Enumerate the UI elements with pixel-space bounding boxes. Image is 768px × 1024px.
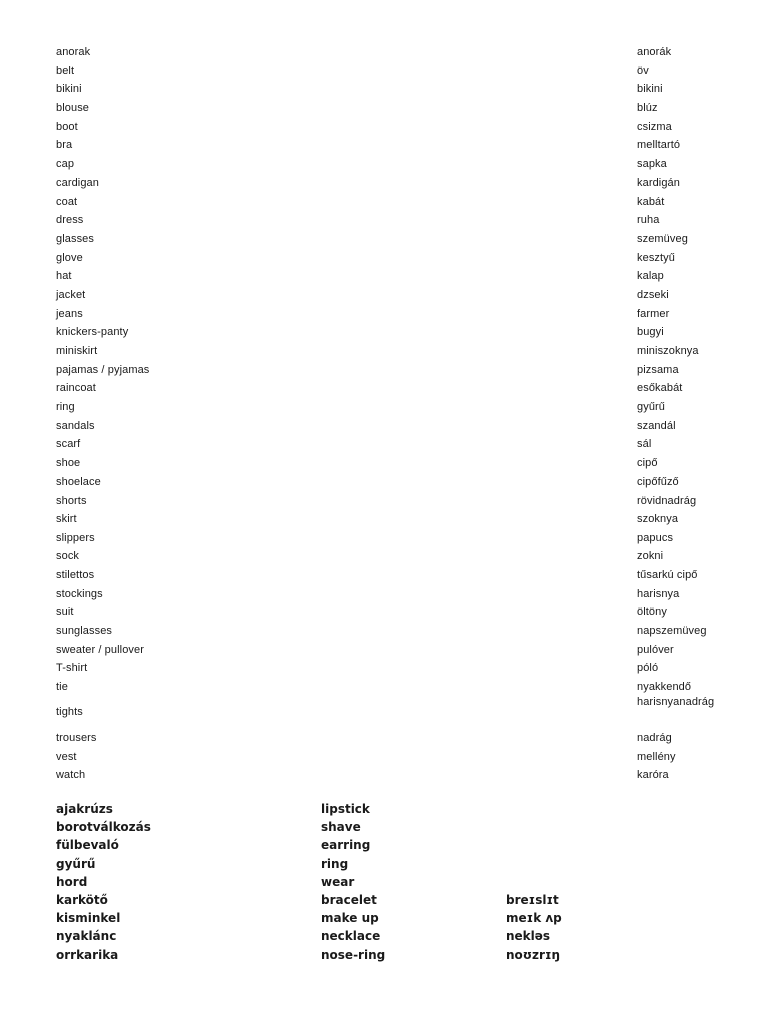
vocab-row — [0, 417, 768, 435]
vocab-row — [0, 566, 768, 584]
hungarian-term: gyűrű — [637, 401, 666, 413]
vocab-row — [0, 454, 768, 472]
hungarian-term: csizma — [637, 121, 672, 133]
hungarian-term: esőkabát — [637, 382, 683, 394]
english-word: wear — [321, 875, 355, 889]
english-term: sweater / pullover — [56, 644, 145, 656]
accessory-row — [0, 818, 768, 836]
phonetic-transcription: nekləs — [506, 929, 551, 943]
vocab-row — [0, 342, 768, 360]
hungarian-term: szemüveg — [637, 233, 688, 245]
hungarian-term: mellény — [637, 751, 676, 763]
hungarian-term: napszemüveg — [637, 625, 707, 637]
hungarian-word: karkötő — [56, 893, 108, 907]
accessory-row — [0, 836, 768, 854]
english-word: bracelet — [321, 893, 377, 907]
vocab-row — [0, 398, 768, 416]
vocab-row — [0, 379, 768, 397]
vocab-row — [0, 323, 768, 341]
english-term: dress — [56, 214, 84, 226]
hungarian-word: hord — [56, 875, 88, 889]
english-term: suit — [56, 606, 74, 618]
english-term: miniskirt — [56, 345, 98, 357]
vocab-row — [0, 473, 768, 491]
accessory-row — [0, 909, 768, 927]
english-term: cap — [56, 158, 75, 170]
vocab-row — [0, 492, 768, 510]
vocab-row — [0, 585, 768, 603]
hungarian-term: karóra — [637, 769, 669, 781]
hungarian-term: melltartó — [637, 139, 681, 151]
english-word: shave — [321, 820, 361, 834]
hungarian-term: szoknya — [637, 513, 679, 525]
hungarian-term: kardigán — [637, 177, 680, 189]
vocab-row — [0, 62, 768, 80]
hungarian-term: kalap — [637, 270, 664, 282]
english-term: ring — [56, 401, 75, 413]
vocab-row — [0, 641, 768, 659]
english-term: watch — [56, 769, 86, 781]
hungarian-term: anorák — [637, 46, 672, 58]
hungarian-term: dzseki — [637, 289, 669, 301]
vocab-row — [0, 305, 768, 323]
phonetic-transcription: breɪslɪt — [506, 893, 559, 907]
hungarian-term: öltöny — [637, 606, 667, 618]
english-term: pajamas / pyjamas — [56, 364, 150, 376]
hungarian-term: kesztyű — [637, 252, 675, 264]
vocab-row — [0, 435, 768, 453]
english-term: glove — [56, 252, 83, 264]
english-term: shoelace — [56, 476, 101, 488]
english-word: ring — [321, 857, 349, 871]
english-term: bikini — [56, 83, 82, 95]
accessory-row — [0, 891, 768, 909]
hungarian-term: bikini — [637, 83, 663, 95]
english-word: make up — [321, 911, 379, 925]
english-term: skirt — [56, 513, 77, 525]
english-term: raincoat — [56, 382, 96, 394]
hungarian-term: harisnya — [637, 588, 680, 600]
hungarian-term: szandál — [637, 420, 676, 432]
hungarian-term: bugyi — [637, 326, 664, 338]
vocab-row — [0, 230, 768, 248]
english-term: T-shirt — [56, 662, 88, 674]
english-term: stilettos — [56, 569, 95, 581]
vocab-row — [0, 659, 768, 677]
english-term: tights — [56, 706, 83, 718]
accessory-row — [0, 927, 768, 945]
english-term: belt — [56, 65, 75, 77]
vocab-row — [0, 622, 768, 640]
vocab-row — [0, 361, 768, 379]
accessory-row — [0, 873, 768, 891]
vocab-row — [0, 267, 768, 285]
hungarian-term: póló — [637, 662, 659, 674]
english-term: shoe — [56, 457, 81, 469]
vocab-row — [0, 529, 768, 547]
vocab-row — [0, 510, 768, 528]
vocab-row — [0, 696, 768, 718]
vocab-row — [0, 211, 768, 229]
hungarian-term: kabát — [637, 196, 665, 208]
vocab-row — [0, 193, 768, 211]
english-word: nose-ring — [321, 948, 386, 962]
english-term: sunglasses — [56, 625, 113, 637]
hungarian-term: tűsarkú cipő — [637, 569, 698, 581]
hungarian-term: farmer — [637, 308, 670, 320]
hungarian-term: cipőfűző — [637, 476, 679, 488]
hungarian-term: sál — [637, 438, 652, 450]
english-term: sandals — [56, 420, 95, 432]
english-term: trousers — [56, 732, 97, 744]
hungarian-word: nyaklánc — [56, 929, 117, 943]
english-term: scarf — [56, 438, 81, 450]
english-term: cardigan — [56, 177, 99, 189]
hungarian-term: rövidnadrág — [637, 495, 697, 507]
hungarian-word: ajakrúzs — [56, 802, 113, 816]
vocab-row — [0, 286, 768, 304]
accessory-row — [0, 946, 768, 964]
hungarian-term: blúz — [637, 102, 658, 114]
hungarian-term: miniszoknya — [637, 345, 699, 357]
english-term: blouse — [56, 102, 90, 114]
english-term: tie — [56, 681, 68, 693]
english-term: anorak — [56, 46, 91, 58]
hungarian-word: borotválkozás — [56, 820, 151, 834]
english-term: stockings — [56, 588, 103, 600]
english-term: slippers — [56, 532, 95, 544]
english-term: bra — [56, 139, 73, 151]
hungarian-term: pizsama — [637, 364, 679, 376]
vocab-row — [0, 43, 768, 61]
english-term: vest — [56, 751, 77, 763]
vocab-row — [0, 174, 768, 192]
vocab-row — [0, 678, 768, 696]
vocab-row — [0, 136, 768, 154]
vocab-row — [0, 766, 768, 784]
vocab-row — [0, 729, 768, 747]
english-term: jacket — [56, 289, 86, 301]
english-term: shorts — [56, 495, 87, 507]
hungarian-term: ruha — [637, 214, 660, 226]
hungarian-term: nadrág — [637, 732, 672, 744]
vocab-row — [0, 118, 768, 136]
hungarian-term: harisnyanadrág — [637, 696, 715, 708]
vocab-row — [0, 155, 768, 173]
accessory-row — [0, 855, 768, 873]
english-term: sock — [56, 550, 80, 562]
hungarian-term: öv — [637, 65, 649, 77]
vocab-row — [0, 99, 768, 117]
english-term: hat — [56, 270, 72, 282]
vocab-row — [0, 249, 768, 267]
vocab-row — [0, 603, 768, 621]
hungarian-term: sapka — [637, 158, 667, 170]
hungarian-term: zokni — [637, 550, 664, 562]
phonetic-transcription: meɪk ʌp — [506, 911, 562, 925]
hungarian-word: orrkarika — [56, 948, 119, 962]
english-term: boot — [56, 121, 78, 133]
hungarian-term: papucs — [637, 532, 674, 544]
hungarian-word: gyűrű — [56, 857, 96, 871]
vocab-row — [0, 547, 768, 565]
english-term: knickers-panty — [56, 326, 129, 338]
english-term: jeans — [56, 308, 83, 320]
english-word: lipstick — [321, 802, 370, 816]
hungarian-term: nyakkendő — [637, 681, 692, 693]
vocab-row — [0, 748, 768, 766]
hungarian-term: pulóver — [637, 644, 674, 656]
hungarian-word: kisminkel — [56, 911, 121, 925]
hungarian-term: cipő — [637, 457, 658, 469]
english-word: earring — [321, 838, 371, 852]
english-word: necklace — [321, 929, 381, 943]
phonetic-transcription: noʊzrɪŋ — [506, 948, 561, 962]
hungarian-word: fülbevaló — [56, 838, 119, 852]
english-term: coat — [56, 196, 78, 208]
accessory-row — [0, 800, 768, 818]
english-term: glasses — [56, 233, 94, 245]
vocab-row — [0, 80, 768, 98]
